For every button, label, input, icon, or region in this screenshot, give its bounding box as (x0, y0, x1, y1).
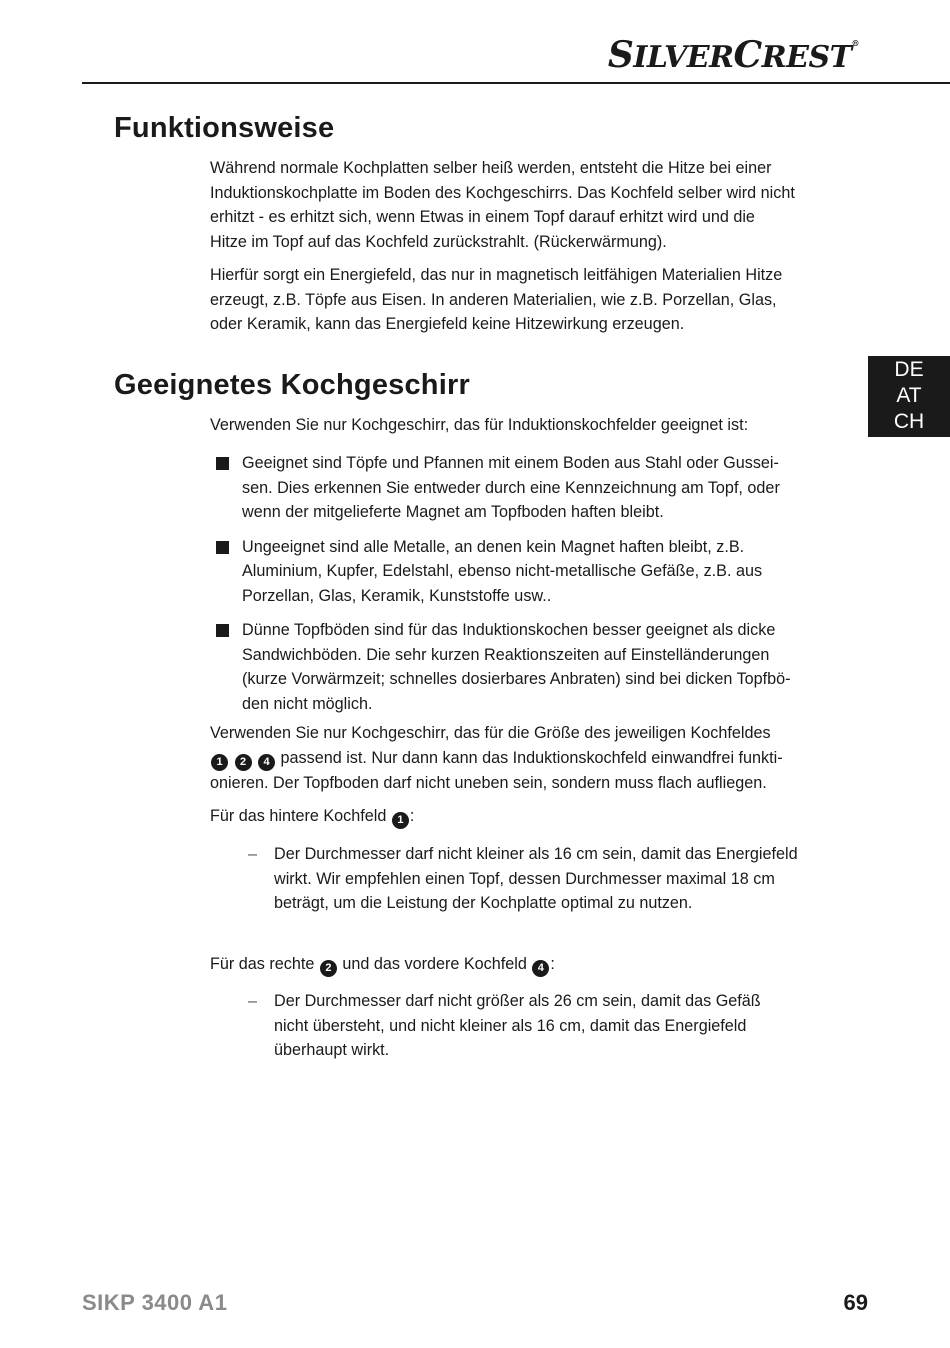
square-bullet-icon (216, 457, 229, 470)
page-number: 69 (843, 1290, 868, 1315)
dash-bullet: – (248, 992, 258, 1010)
text-segment: Für das rechte (210, 955, 315, 973)
rear-zone-dash-item (248, 842, 842, 916)
text-line: Der Durchmesser darf nicht kleiner als 16 cm sein, damit das Energiefeld (274, 845, 798, 863)
section-title-geeignetes-kochgeschirr: Geeignetes Kochgeschirr (114, 369, 470, 401)
colon: : (409, 807, 415, 825)
text-line: nicht übersteht, und nicht kleiner als 16 cm, damit das Energiefeld (274, 1016, 747, 1035)
logo-initial-s: S (607, 34, 634, 76)
dash-bullet: – (248, 845, 258, 863)
logo-initial-c: C (733, 34, 762, 76)
lang-at: AT (896, 384, 922, 407)
text-line: Geeignet sind Töpfe und Pfannen mit einem Boden aus Stahl oder Gussei- (242, 454, 779, 472)
language-tab (868, 356, 950, 437)
text-line: Ungeeignet sind alle Metalle, an denen kein Magnet haften bleibt, z.B. (242, 537, 745, 556)
text-line: den nicht möglich. (242, 694, 373, 713)
list-item (214, 535, 842, 609)
text-segment: Für das hintere Kochfeld (210, 807, 387, 825)
text-line: überhaupt wirkt. (274, 1041, 390, 1059)
text-line: sen. Dies erkennen Sie entweder durch eine Kennzeichnung am Topf, oder (242, 478, 780, 497)
text-line: erzeugt, z.B. Töpfe aus Eisen. In anderen Materialien, wie z.B. Porzellan, Glas, (210, 290, 777, 309)
zone-number-2-icon: 2 (235, 754, 252, 771)
text-line: Induktionskochplatte im Boden des Kochgeschirrs. Das Kochfeld selber wird nicht (210, 183, 795, 202)
square-bullet-icon (216, 541, 229, 554)
brand-logo (608, 34, 859, 76)
logo-part-rest: REST (761, 40, 852, 75)
section2-intro (210, 413, 842, 438)
cooking-zone-size-paragraph (210, 721, 842, 795)
text-line: Hierfür sorgt ein Energiefeld, das nur in magnetisch leitfähigen Materialien Hitze (210, 266, 783, 284)
section1-paragraph-1 (210, 156, 842, 254)
text-line: onieren. Der Topfboden darf nicht uneben sein, sondern muss flach aufliegen. (210, 773, 767, 792)
text-line: Der Durchmesser darf nicht größer als 26 cm sein, damit das Gefäß (274, 992, 761, 1010)
front-zone-dash-item (248, 989, 842, 1063)
text-line: Hitze im Topf auf das Kochfeld zurückstrahlt. (Rückerwärmung). (210, 232, 667, 251)
text-line: Aluminium, Kupfer, Edelstahl, ebenso nicht-metallische Gefäße, z.B. aus (242, 562, 763, 580)
text-line: beträgt, um die Leistung der Kochplatte optimal zu nutzen. (274, 894, 693, 912)
text-line: Verwenden Sie nur Kochgeschirr, das für die Größe des jeweiligen Kochfeldes (210, 724, 771, 742)
list-item (214, 618, 842, 716)
text-line: Dünne Topfböden sind für das Induktionskochen besser geeignet als dicke (242, 621, 776, 639)
text-line: wenn der mitgelieferte Magnet am Topfboden haften bleibt. (242, 503, 664, 521)
zone-number-1-icon: 1 (392, 812, 409, 829)
text-line: Während normale Kochplatten selber heiß werden, entsteht die Hitze bei einer (210, 159, 772, 177)
bullet-list (214, 451, 842, 726)
zone-number-1-icon: 1 (211, 754, 228, 771)
front-zone-label (210, 952, 842, 977)
text-line: Verwenden Sie nur Kochgeschirr, das für Induktionskochfelder geeignet ist: (210, 416, 749, 434)
logo-trademark: ® (851, 38, 859, 48)
text-line: oder Keramik, kann das Energiefeld keine Hitzewirkung erzeugen. (210, 315, 685, 333)
section-title-funktionsweise: Funktionsweise (114, 112, 335, 144)
zone-number-4-icon: 4 (532, 960, 549, 977)
lang-de: DE (894, 358, 924, 381)
logo-part-ilver: ILVER (633, 40, 734, 75)
rear-zone-label (210, 804, 842, 829)
text-line: erhitzt - es erhitzt sich, wenn Etwas in einem Topf darauf erhitzt wird und die (210, 208, 755, 226)
text-line: Sandwichböden. Die sehr kurzen Reaktionszeiten auf Einstelländerungen (242, 645, 770, 664)
text-line: wirkt. Wir empfehlen einen Topf, dessen Durchmesser maximal 18 cm (274, 869, 775, 888)
text-line-with-numbers (210, 746, 842, 771)
section1-paragraph-2 (210, 263, 842, 337)
zone-number-4-icon: 4 (258, 754, 275, 771)
header-divider (82, 82, 950, 84)
colon: : (550, 955, 555, 973)
text-line: Porzellan, Glas, Keramik, Kunststoffe usw.. (242, 586, 552, 605)
list-item (214, 451, 842, 525)
zone-number-2-icon: 2 (320, 960, 337, 977)
text-line: (kurze Vorwärmzeit; schnelles dosierbares Anbraten) sind bei dicken Topfbö- (242, 670, 791, 688)
square-bullet-icon (216, 624, 229, 637)
footer-model-number: SIKP 3400 A1 (82, 1290, 228, 1315)
text-segment: passend ist. Nur dann kann das Induktionskochfeld einwandfrei funkti- (280, 748, 783, 767)
lang-ch: CH (893, 410, 925, 433)
text-segment: und das vordere Kochfeld (342, 955, 527, 973)
